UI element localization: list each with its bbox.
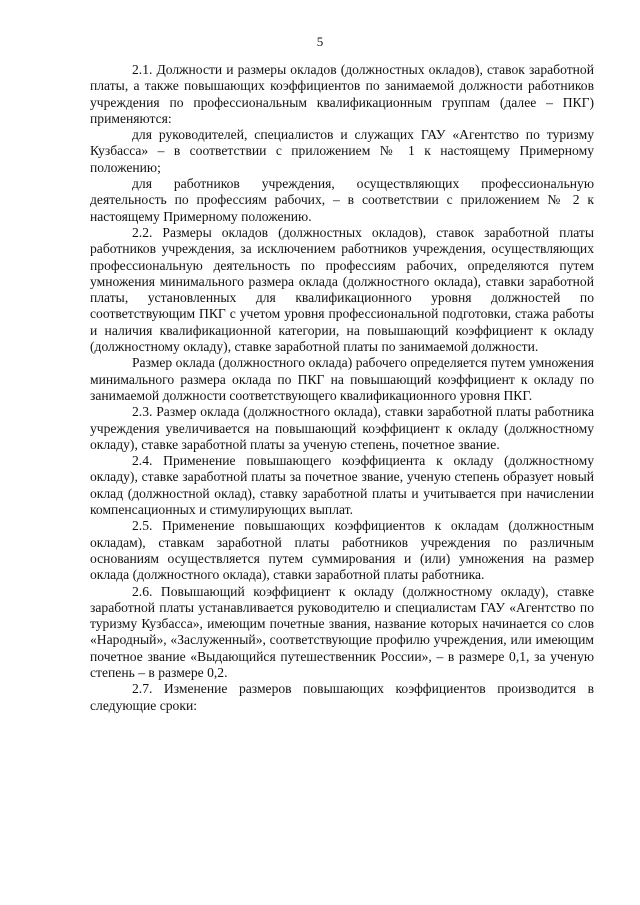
document-body [90, 62, 594, 714]
paragraph-2-4: 2.4. Применение повышающего коэффициента к окладу (должностному окладу), ставке заработной платы за почетное звание, ученую степень образует новый оклад (должностной оклад), ставку заработной платы и учитывается при начислении компенсационных и стимулирующих выплат. [90, 453, 594, 518]
paragraph-2-6: 2.6. Повышающий коэффициент к окладу (должностному окладу), ставке заработной платы устанавливается руководителю и специалистам ГАУ «Агентство по туризму Кузбасса», имеющим почетные звания, название которых начинается со слов «Народный», «Заслуженный», соответствующие профилю учреждения, или имеющим почетное звание «Выдающийся путешественник России», – в размере 0,1, за ученую степень – в размере 0,2. [90, 583, 594, 680]
paragraph-2-3: 2.3. Размер оклада (должностного оклада), ставки заработной платы работника учреждения увеличивается на повышающий коэффициент к окладу (должностному окладу), ставке заработной платы за ученую степень, почетное звание. [90, 404, 594, 452]
paragraph-managers: для руководителей, специалистов и служащих ГАУ «Агентство по туризму Кузбасса» – в соответствии с приложением № 1 к настоящему Примерному положению; [90, 127, 594, 175]
paragraph-workers: для работников учреждения, осуществляющих профессиональную деятельность по профессиям рабочих, – в соответствии с приложением № 2 к настоящему Примерному положению. [90, 176, 594, 224]
paragraph-2-5: 2.5. Применение повышающих коэффициентов к окладам (должностным окладам), ставкам заработной платы работников учреждения по различным основаниям осуществляется путем суммирования и (или) умножения на размер оклада (должностного оклада), ставки заработной платы работника. [90, 518, 594, 583]
paragraph-2-2: 2.2. Размеры окладов (должностных окладов), ставок заработной платы работников учреждения, за исключением работников учреждения, осуществляющих профессиональную деятельность по профессиям рабочих, определяются путем умножения минимального размера оклада (должностного оклада), ставки заработной платы, установленных для квалификационного уровня должностей по соответствующим ПКГ с учетом уровня профессиональной подготовки, стажа работы и наличия квалификационной категории, на повышающий коэффициент к окладу (должностному окладу), ставке заработной платы по занимаемой должности. [90, 224, 594, 355]
paragraph-2-1: 2.1. Должности и размеры окладов (должностных окладов), ставок заработной платы, а также повышающих коэффициентов по занимаемой должности работников учреждения по профессиональным квалификационным группам (далее – ПКГ) применяются: [90, 62, 594, 126]
page-number: 5 [316, 34, 324, 49]
paragraph-2-7: 2.7. Изменение размеров повышающих коэффициентов производится в следующие сроки: [90, 681, 594, 713]
paragraph-worker-salary: Размер оклада (должностного оклада) рабочего определяется путем умножения минимального размера оклада по ПКГ на повышающий коэффициент к окладу по занимаемой должности соответствующего квалификационного уровня ПКГ. [90, 355, 594, 403]
